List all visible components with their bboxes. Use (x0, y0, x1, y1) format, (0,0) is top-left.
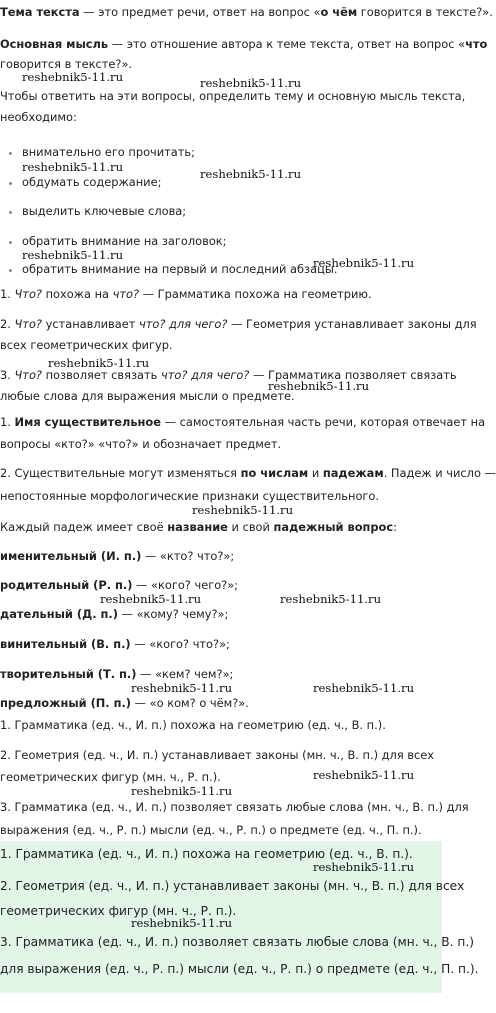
case-item: творительный (Т. п.) — «кем? чем?»; (0, 667, 234, 681)
list-item: обратить внимание на заголовок; (22, 234, 227, 248)
case-item: дательный (Д. п.) — «кому? чему?»; (0, 607, 229, 621)
case-item: предложный (П. п.) — «о ком? о чём?». (0, 696, 249, 710)
answer-line: для выражения (ед. ч., Р. п.) мысли (ед. ч., Р. п.) о предмете (ед. ч., П. п.). (0, 962, 479, 976)
instruction-line: необходимо: (0, 110, 77, 124)
noun-forms: 2. Существительные могут изменяться по числам и падежам. Падеж и число — (0, 466, 496, 480)
answer-line: 3. Грамматика (ед. ч., И. п.) позволяет связать любые слова (мн. ч., В. п.) (0, 935, 474, 949)
question-line: 3. Что? позволяет связать что? для чего? — Грамматика позволяет связать (0, 368, 457, 382)
answer-line: 2. Геометрия (ед. ч., И. п.) устанавливает законы (мн. ч., В. п.) для всех (0, 879, 465, 893)
noun-definition-cont: вопросы «кто?» «что?» и обозначает предмет. (0, 437, 282, 451)
bullet-marker (9, 211, 12, 214)
analysis-line: выражения (ед. ч., Р. п.) мысли (ед. ч., Р. п.) о предмете (ед. ч., П. п.). (0, 823, 422, 837)
watermark: reshebnik5-11.ru (100, 592, 202, 606)
analysis-line: 3. Грамматика (ед. ч., И. п.) позволяет связать любые слова (мн. ч., В. п.) для (0, 800, 469, 814)
watermark: reshebnik5-11.ru (280, 592, 382, 606)
question-line: всех геометрических фигур. (0, 338, 173, 352)
definition-main-idea-cont: говорится в тексте?». (0, 57, 133, 71)
watermark: reshebnik5-11.ru (131, 681, 233, 695)
watermark: reshebnik5-11.ru (22, 248, 124, 262)
question-line: любые слова для выражения мысли о предмете. (0, 389, 295, 403)
list-item: внимательно его прочитать; (22, 145, 195, 159)
case-item: именительный (И. п.) — «кто? что?»; (0, 549, 235, 563)
list-item: обратить внимание на первый и последний абзацы. (22, 262, 338, 276)
list-item: выделить ключевые слова; (22, 204, 187, 218)
watermark: reshebnik5-11.ru (313, 860, 415, 874)
question-line: 1. Что? похожа на что? — Грамматика похожа на геометрию. (0, 287, 372, 301)
question-line: 2. Что? устанавливает что? для чего? — Геометрия устанавливает законы для (0, 317, 477, 331)
watermark: reshebnik5-11.ru (192, 503, 294, 517)
watermark: reshebnik5-11.ru (48, 356, 150, 370)
bullet-marker (9, 182, 12, 185)
bullet-marker (9, 241, 12, 244)
watermark: reshebnik5-11.ru (22, 70, 124, 84)
bullet-marker (9, 269, 12, 272)
analysis-line: 1. Грамматика (ед. ч., И. п.) похожа на геометрию (ед. ч., В. п.). (0, 718, 386, 732)
watermark: reshebnik5-11.ru (22, 160, 124, 174)
watermark: reshebnik5-11.ru (200, 167, 302, 181)
instruction-line: Чтобы ответить на эти вопросы, определить тему и основную мысль текста, (0, 89, 466, 103)
watermark: reshebnik5-11.ru (313, 768, 415, 782)
noun-forms-cont: непостоянные морфологические признаки существительного. (0, 489, 380, 503)
watermark: reshebnik5-11.ru (131, 784, 233, 798)
definition-main-idea: Основная мысль — это отношение автора к теме текста, ответ на вопрос «что (0, 37, 488, 51)
watermark: reshebnik5-11.ru (200, 76, 302, 90)
answer-line: геометрических фигур (мн. ч., Р. п.). (0, 904, 237, 918)
answer-line: 1. Грамматика (ед. ч., И. п.) похожа на геометрию (ед. ч., В. п.). (0, 847, 413, 861)
analysis-line: геометрических фигур (мн. ч., Р. п.). (0, 770, 221, 784)
bullet-marker (9, 152, 12, 155)
definition-topic: Тема текста — это предмет речи, ответ на вопрос «о чём говорится в тексте?». (0, 5, 493, 19)
case-item: родительный (Р. п.) — «кого? чего?»; (0, 578, 239, 592)
watermark: reshebnik5-11.ru (268, 379, 370, 393)
watermark: reshebnik5-11.ru (313, 681, 415, 695)
list-item: обдумать содержание; (22, 175, 162, 189)
case-item: винительный (В. п.) — «кого? что?»; (0, 637, 230, 651)
watermark: reshebnik5-11.ru (131, 916, 233, 930)
analysis-line: 2. Геометрия (ед. ч., И. п.) устанавливает законы (мн. ч., В. п.) для всех (0, 748, 435, 762)
cases-intro: Каждый падеж имеет своё название и свой падежный вопрос: (0, 520, 397, 534)
watermark: reshebnik5-11.ru (313, 256, 415, 270)
noun-definition: 1. Имя существительное — самостоятельная часть речи, которая отвечает на (0, 415, 486, 429)
